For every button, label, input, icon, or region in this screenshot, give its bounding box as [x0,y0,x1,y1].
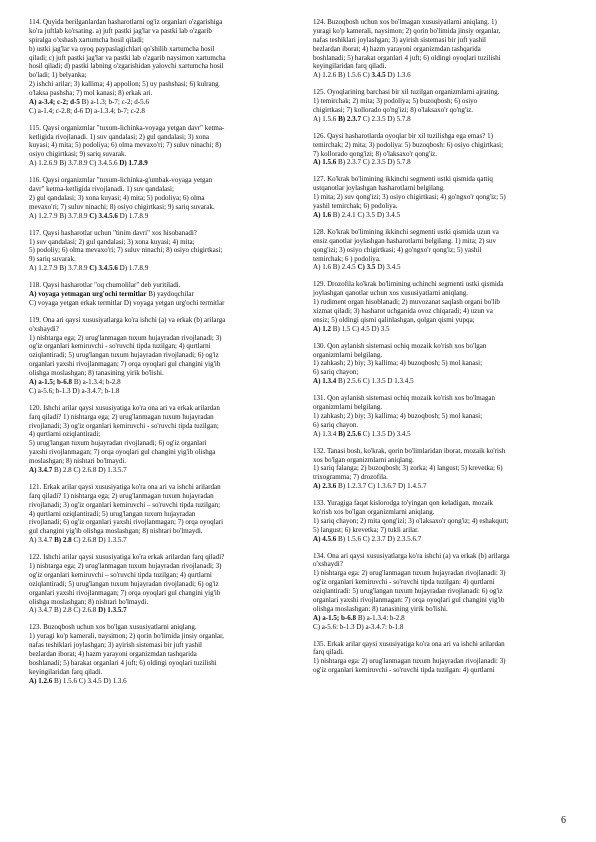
question-line: qong'izi; 3) osiyo chigirtkasi; 4) go'ngxo'r qong'iz; 5) yashil [313,245,482,254]
question-text [29,623,287,676]
question-block [313,18,571,80]
question-line: bezlardan iborat; 4) hazm yarayoni organizmdan tashqarida [313,44,481,53]
answer-option: D) 1.3.6 [385,71,411,80]
question-line: ko'rish xos bo'lgan organizmlarni aniqlang. [313,507,435,516]
correct-answer: A) a-3.4; c-2; d-5 [29,97,80,106]
correct-answer: C) 3.4.5.6 [89,211,118,220]
question-line: farq qiladi? 1) nishtarga ega; 2) urug'lanmagan tuxum hujayradan [29,412,214,421]
answer-option: D) 1.7.8.9 [117,264,149,273]
correct-answer: B) 2.5.6 [338,429,361,438]
question-line: 117. Qaysi hasharotlar uchun "tinim davri" xos hisobanadi? [29,228,197,237]
question-line: 1) nishtarga ega; 2) urug'lanmagan tuxum hujayradan rivojlanadi; 3) [29,562,222,570]
question-line: keyingilaridan farq qiladi. [29,667,103,676]
answer-option: C) a-5.6; b-1.3 D) a-3.4.7; b-1.8 [29,386,120,395]
question-block [313,228,571,272]
question-text [29,124,287,160]
question-line: 5) langust; 6) krevetka; 7) tukli arilar. [313,525,419,534]
correct-answer: A) 1.3.4 [313,377,337,386]
question-line: 1) zahkash; 2) biy; 3) kallima; 4) buzoqbosh; 5) mol kanasi; [313,411,483,420]
question-text [29,404,287,466]
question-text [313,447,571,483]
correct-answer: A) 3.4.7 [29,465,53,474]
question-line: boshlanadi; 5) harakat organlari 4 juft; 6) oldingi oyoqlari tuzilishi [29,658,217,667]
question-line: farq qiladi? 1) nishtarga ega; 2) urug'lanmagan tuxum hujayradan [29,491,214,500]
question-line: olishga moslashgan: 8) tanasining yirik bo'lishi. [313,604,448,613]
question-line: 123. Buzoqbosh uchun xos bo'lgan xususiyatlarni aniqlang. [29,623,197,632]
question-text [313,280,571,324]
question-block [313,280,571,333]
question-block [313,175,571,219]
answer-option: B) 2.3.7 C) 2.3.5 D) 5.7.8 [336,158,411,167]
question-line: xos bo'lgan organizmlarni aniqlang. [313,455,414,464]
question-text [313,228,571,264]
question-block [313,394,571,438]
question-line: olishga moslashgan; 8) tanasining yirik bo'lishi. [29,369,164,378]
question-line: farq qiladi. [313,648,344,657]
answer-option: B) a-1.3.4; b-2.8 [72,377,121,386]
question-line: 9) sariq suvarak. [29,255,76,264]
correct-answer: A) 1.5.6 [313,158,337,167]
answer-options [313,115,571,124]
answer-option: B) 1.5 C) 4.5 D) 3.5 [331,324,390,333]
answer-option: B) 1.2.3.7 C) 1.3.6.7 D) 1.4.5.7 [336,482,427,491]
question-line: 122. Ishchi arilar qaysi xususiyatiga ko'ra erkak arilardan farq qiladi? [29,553,225,562]
question-text [313,499,571,535]
question-line: 5) podoliy; 6) olma mevaxo'ri; 7) suluv ninachi; 8) osiyo chigirtkasi; [29,246,223,255]
right-column [313,18,571,683]
question-line: oziqlantiradi: 5) urug'langan tuxum hujayradan rivojlanadi: 6) og'iz [313,587,503,596]
question-line: 1) zahkash; 2) biy; 3) kallima; 4) buzoqbosh; 5) mol kanasi; [313,359,483,368]
question-block [313,132,571,168]
question-line: og'iz organlari kemiruvchi - so'ruvchi tipda tuzilgan: 4) qurtlarni [313,578,495,587]
question-line: 1) nishtarga ega; 2) urug'lanmagan tuxum hujayradan rivojlanadi; 3) [29,333,222,342]
answer-option: B) 1.5.6 C) 2.3.7 D) 2.3.5.6.7 [336,534,422,543]
question-line: 124. Buzoqbosh uchun xos bo'lmagan xususiyatlarni aniqlang. 1) [313,18,497,26]
question-line: o'xshaydi? [29,324,59,333]
question-line: oziqlantiradi; 5) urug'langan tuxum hujayradan rivojlanadi; 6) og'iz [29,579,219,588]
question-line: 6) sariq chayon. [313,420,359,429]
question-text [29,18,287,98]
question-line: 131. Qon aylanish sistemasi ochiq mozaik ko'rish xos bo'lmagan [313,394,496,403]
question-line: 120. Ishchi arilar qaysi xususiyatiga ko'ra ona ari va erkak arilardan [29,403,220,412]
question-text [29,553,287,606]
question-line: 119. Ona ari qaysi xususiyatlarga ko'ra ishchi (a) va erkak (b) arilarga [29,315,226,324]
question-line: rivojlanadi; 3) og'iz organlari kemiruvchi - so'ruvchi tipda tuzilgan; [29,421,219,430]
question-line: spiralga o'xshash xartumcha hosil qiladi; [29,35,144,44]
question-line: temirchak; 6 ) podoliya. [313,254,381,263]
question-line: qiladi; c) juft pastki jag'lar va pastki lab o'zgarib naysimon xartumcha [29,53,226,62]
question-line: 125. Oyoqlarining barchasi bir xil tuzilgan organizmlarni ajrating. [313,88,500,97]
question-line: 1) mita; 2) suv qong'izi; 3) osiyo chigirtkasi; 4) go'ngxo'r qong'iz; 5) [313,193,506,202]
question-line: xizmat qiladi; 3) hasharot uchganida ovoz chiqaradi; 4) uzun va [313,306,493,315]
question-block [29,316,287,396]
answer-option: A) 1.2.6 B) 1.5.6 C) [313,71,372,80]
answer-option: A) 1.2.6.9 B) 3.7.8.9 C) 3.4.5.6 [29,159,120,168]
question-line: 1) nishtarga ega: 2) urug'lanmagan tuxum hujayradan rivojlanadi: 3) [313,657,506,666]
question-line: yaxshi rivojlanmagan; 7) orqa oyoqlari gul changini yig'ib olishga [29,448,216,457]
question-block [29,176,287,220]
question-line: ensiz; 5) oldingi qismi qalinlashgan, qolgan qismi yupqa; [313,315,475,324]
answer-option: C) a-1.4; c-2.8; d-6 D) a-1.3.4; b-7; c-2.8 [29,106,145,115]
question-block [313,342,571,386]
answer-option: C) 2.3.5 D) 5.7.8 [360,114,411,123]
answer-option: D) 1.7.8.9 [117,211,149,220]
answer-options [29,378,287,396]
answer-option: A) 1.6 B) 2.4.5 [313,263,358,272]
question-line: yashil temirchak; 6) podoliya. [313,202,398,211]
question-block [313,640,571,676]
question-line: gul changini yig'ib olishga moslashgan; 8) nishtari bo'lmaydi. [29,527,203,536]
question-line: 4) qurtlarni oziqlantiradi; [29,430,101,439]
answer-option: A) 1.3.4 [313,429,339,438]
question-text [313,394,571,430]
question-text [29,176,287,212]
question-line: kuyasi; 4) mita; 5) podoliya; 6) olma mevaxo'ri; 7) suluv ninachi; 8) [29,141,222,150]
question-block [29,404,287,475]
question-block [29,281,287,308]
question-line: 2) gul qandalasi; 3) xona kuyasi; 4) mita; 5) podoliya; 6) olma [29,193,205,202]
question-line: 135. Erkak arilar qaysi xususiyatiga ko'ra ona ari va ishchi arilardan [313,639,505,648]
question-text [313,640,571,676]
answer-options [29,159,287,168]
question-line: ustqanotlar joylashgan hasharotlarni belgilang. [313,184,445,193]
answer-option: A) 1.2.7.9 B) 3.7.8.9 [29,211,90,220]
question-block [29,483,287,545]
question-line: 116. Qaysi organizmlar "tuxum-lichinka-g'umbak-voyaga yetgan [29,176,213,185]
question-line: osiyo chigirtkasi; 9) sariq suvarak. [29,150,127,159]
question-line: chigirtkasi; 7) kollorado qo'ng'izi; 8) o'laksaxo'r qo'ng'iz. [313,105,474,114]
answer-options [313,430,571,439]
answer-options [29,98,287,116]
answer-options [313,377,571,386]
question-line: oziqlantiradi; 5) urug'langan tuxum hujayradan rivojlanadi; 6) og'iz [29,351,219,360]
answer-options [313,211,571,220]
answer-options [313,71,571,80]
answer-options [29,212,287,221]
question-line: temirchak; 2) mita; 3) podoliya: 5) buzoqbosh: 6) osiyo chigirtkasi; [313,140,504,149]
question-line: 1) sariq falanga; 2) buzoqbosh; 3) zorka; 4) langust; 5) krevetka; 6) [313,464,503,473]
correct-answer: A) 1.2 [313,324,332,333]
question-line: b) ustki jag'lar va oyoq paypaslagichlari qo'shilib xartumcha hosil [29,44,215,53]
question-line: nafas teshiklari joylashgan; 3) ayirish sistemasi bir juft yashil [313,35,487,44]
question-text [313,88,571,115]
question-text [313,342,571,378]
question-text [29,229,287,265]
answer-option: A) 3.4.7 [29,536,55,545]
question-line: trixogramma; 7) drozofila. [313,473,388,482]
question-line: o'laksa pashsha; 7) mol kanasi; 8) erkak ari. [29,89,153,97]
answer-options [29,466,287,475]
question-line: 4) qurtlarni oziqlantiradi; 5) urug'langan tuxum hujayradan [29,509,196,518]
question-line: boshlanadi; 5) harakat organlari 4 juft; 6) oldingi oyoqlari tuzilishi [313,53,501,62]
answer-option: C) a-5.6: b-1.3 D) a-3.4.7: b-1.8 [313,622,404,631]
question-line: joylashgan qanotlar uchun xos xususiyatlarni aniqlang. [313,289,469,298]
answer-options [313,325,571,334]
left-column [29,18,287,694]
question-line: organizmlarni belgilang. [313,350,383,359]
question-block [29,18,287,116]
correct-answer: A) a-1.5; b-6.8 [313,613,357,622]
answer-option: B) yaydoqchilar [146,290,194,298]
answer-options [29,677,287,686]
question-line: 134. Ona ari qaysi xususiyatlarga ko'ra ishchi (a) va erkak (b) arilarga [313,551,510,560]
correct-answer: A) 1.6 [313,210,332,219]
answer-option: C) 2.6.8 D) 1.3.5.7 [71,536,127,545]
correct-answer: D) 1.7.8.9 [119,159,148,168]
answer-option: B) 2.8 C) 2.6.8 D) 1.3.5.7 [52,465,127,474]
question-block [29,553,287,615]
question-text [313,175,571,211]
question-line: 118. Qaysi hasharotlar "oq chumolilar" deb yuritiladi. [29,281,181,290]
question-line: 129. Drozofila ko'krak bo'limining uchinchi segmenti ustki qismida [313,280,504,289]
question-line: organizmlarni belgilang. [313,403,383,412]
question-line: ko'ra juftlab ko'rsating. a) juft pastki jag'lar va pastki lab o'zgarib [29,26,212,35]
answer-options [313,263,571,272]
question-block [29,623,287,685]
question-line: moslashgan; 8) nishtari bo'lmaydi. [29,457,127,466]
question-line: mevaxo'ri; 7) suluv ninachi; 8) osiyo chigirtkasi; 9) sariq suvarak. [29,202,215,211]
correct-answer: A) 2.3.6 [313,482,337,491]
question-line: o'xshaydi? [313,560,343,569]
question-line: 132. Tanasi bosh, ko'krak, qorin bo'limlaridan iborat, mozaik ko'rish [313,446,506,455]
question-block [29,124,287,168]
correct-answer: A) 1.2.6 [29,676,53,685]
question-line: og'iz organlari kemiruvchi - so'ruvchi tipda tuzilgan; 4) qurtlarni [29,342,211,351]
question-line: organlari yaxshi rivojlanmagan: 7) orqa oyoqlari gul changini yig'ib [313,595,505,604]
question-line: 7) kollorado qong'izi; 8) o'laksaxo'r qong'iz. [313,149,438,158]
correct-answer: A) a-1.5; b-6.8 [29,377,73,386]
question-block [313,88,571,124]
answer-options [313,614,571,632]
correct-answer: A) 4.5.6 [313,534,337,543]
correct-answer: D) 1.3.5.7 [98,606,127,615]
question-line: yuragi ko'p kamerali, naysimon; 2) qorin bo'limida jinsiy organlar, [313,26,501,35]
question-line: 5) urug'langan tuxum hujayradan rivojlanadi; 6) og'iz organlari [29,439,207,448]
question-text [29,281,287,290]
answer-options [29,536,287,545]
question-line: 1) suv qandalasi; 2) gul qandalasi; 3) xona kuyasi; 4) mita; [29,237,195,246]
question-line: davr" ketma-ketligida rivojlanadi. 1) suv qandalasi; [29,185,174,194]
question-line: 127. Ko'krak bo'limining ikkinchi segmenti ustki qismida qattiq [313,175,493,184]
question-line: hosil qiladi; d) pastki labning o'zgarishidan yalovchi xartumcha hosil [29,62,224,71]
question-line: 115. Qaysi organizmlar "tuxum-lichinka-voyaga yetgan davr" ketma- [29,123,225,132]
answer-option: C) voyaga yetgan erkak termitlar D) voyaga yetgan urg'ochi termitlar [29,298,225,307]
question-block [29,229,287,273]
question-block [313,552,571,632]
answer-options [29,606,287,615]
question-line: rivojlanadi; 6) og'iz organlari yaxshi rivojlanmagan; 7) orqa oyoqlari [29,518,224,527]
correct-answer: C) 3.4.5.6 [89,264,118,273]
answer-option: D) 3.4.5 [375,263,401,272]
question-line: 6) sariq chayon; [313,368,359,377]
answer-option: B) 2.5.6 C) 1.3.5 D 1.3.4.5 [336,377,414,386]
answer-option: B) a-1.3; b-7; c-2; d-5.6 [79,97,149,106]
answer-option: B) 2.4.1 C) 3.5 D) 3.4.5 [331,210,401,219]
answer-option: B) 1.5.6 C) 3.4.5 D) 1.3.6 [52,676,127,685]
answer-option: C) 1.3.5 D) 3.4.5 [360,429,411,438]
answer-option: A) 3.4.7 B) 2.8 C) 2.6.8 [29,606,99,615]
answer-options [313,158,571,167]
question-block [313,499,571,543]
answer-option: B) a-1.3.4: b-2.8 [356,613,405,622]
correct-answer: C) 3.5 [357,263,376,272]
page-number: 6 [561,815,566,826]
question-line: organlari yaxshi rivojlanmagan; 7) orqa oyoqlari gul changini yig'ib [29,360,221,369]
question-line: bezlardan iborat; 4) hazm yarayoni organizmdan tashqarida [29,649,197,658]
correct-answer: B) 2.8 [54,536,72,545]
question-line: nafas teshiklari joylashgan; 3) ayirish sistemasi bir juft yashil [29,641,203,650]
question-line: og'iz organlari kemiruvchi – so'ruvchi tipda tuzilgan; 4) qurtlarni [29,570,212,579]
question-line: keyingilaridan farq qiladi. [313,62,387,71]
answer-options [313,535,571,544]
question-line: 121. Erkak arilar qaysi xususiyatiga ko'ra ona ari va ishchi arilardan [29,482,221,491]
question-line: olishga moslashgan; 8) nishtari bo'lmaydi. [29,597,149,606]
correct-answer: B) 2.3.7 [338,114,361,123]
question-line: 1) temirchak; 2) mita; 3) podoliya; 5) buzoqbosh; 6) osiyo [313,97,478,106]
question-line: 1) rudiment organ hisoblanadi; 2) muvozanat saqlash organi bo'lib [313,298,500,307]
answer-options [313,482,571,491]
question-text [313,132,571,159]
question-line: 130. Qon aylanish sistemasi ochiq mozaik ko'rish xos bo'lgan [313,341,487,350]
question-text [313,552,571,614]
question-line: 1) yuragi ko'p kamerali, naysimon; 2) qorin bo'limida jinsiy organlar, [29,632,224,641]
question-line: 1) sariq chayon; 2) mita qong'izi; 3) o'laksaxo'r qong'iz; 4) eshakqurt; [313,516,509,525]
answer-options [29,264,287,273]
question-line: 2) ishchi arilar; 3) kallima; 4) appollon; 5) uy pashshasi; 6) kulrang [29,80,219,89]
question-line: ensiz qanotlar joylashgan hasharotlarni belgilang. 1) mita; 2) suv [313,236,496,245]
question-line: bo'ladi; 1) belyanka; [29,71,87,80]
question-text [29,316,287,378]
correct-answer: A) voyaga yetmagan urg'ochi termitlar [29,290,147,298]
question-line: 1) nishtarga ega: 2) urug'lanmagan tuxum hujayradan rivojlanadi: 3) [313,569,506,578]
question-line: organlari yaxshi rivojlanmagan; 7) orqa oyoqlari gul changini yig'ib [29,588,221,597]
question-line: og'iz organlari kemiruvchi - so'ruvchi tipda tuzilgan: 4) qurtlarni [313,666,495,675]
correct-answer: 3.4.5 [371,71,386,80]
answer-options [29,290,287,308]
question-line: rivojlanadi; 3) og'iz organlari kemiruvchi – so'ruvchi tipda tuzilgan; [29,500,221,509]
question-line: 114. Quyida berilganlardan hasharotlarni og'iz organlari o'zgarishiga [29,18,223,26]
question-line: ketligida rivojlanadi. 1) suv qandalasi; 2) gul qandalasi; 3) xona [29,132,210,141]
answer-option: A) 1.2.7.9 B) 3.7.8.9 [29,264,90,273]
question-block [313,447,571,491]
question-text [313,18,571,71]
question-line: 126. Qaysi hasharotlarda oyoqlar bir xil tuzilishga ega emas? 1) [313,131,494,140]
question-line: 133. Yuragiga faqat kislorodga to'yingan qon keladigan, mozaik [313,499,494,508]
answer-option: A) 1.5.6 [313,114,339,123]
question-line: 128. Ko'krak bo'limining ikkinchi segmenti ustki qismida uzun va [313,227,499,236]
question-text [29,483,287,536]
